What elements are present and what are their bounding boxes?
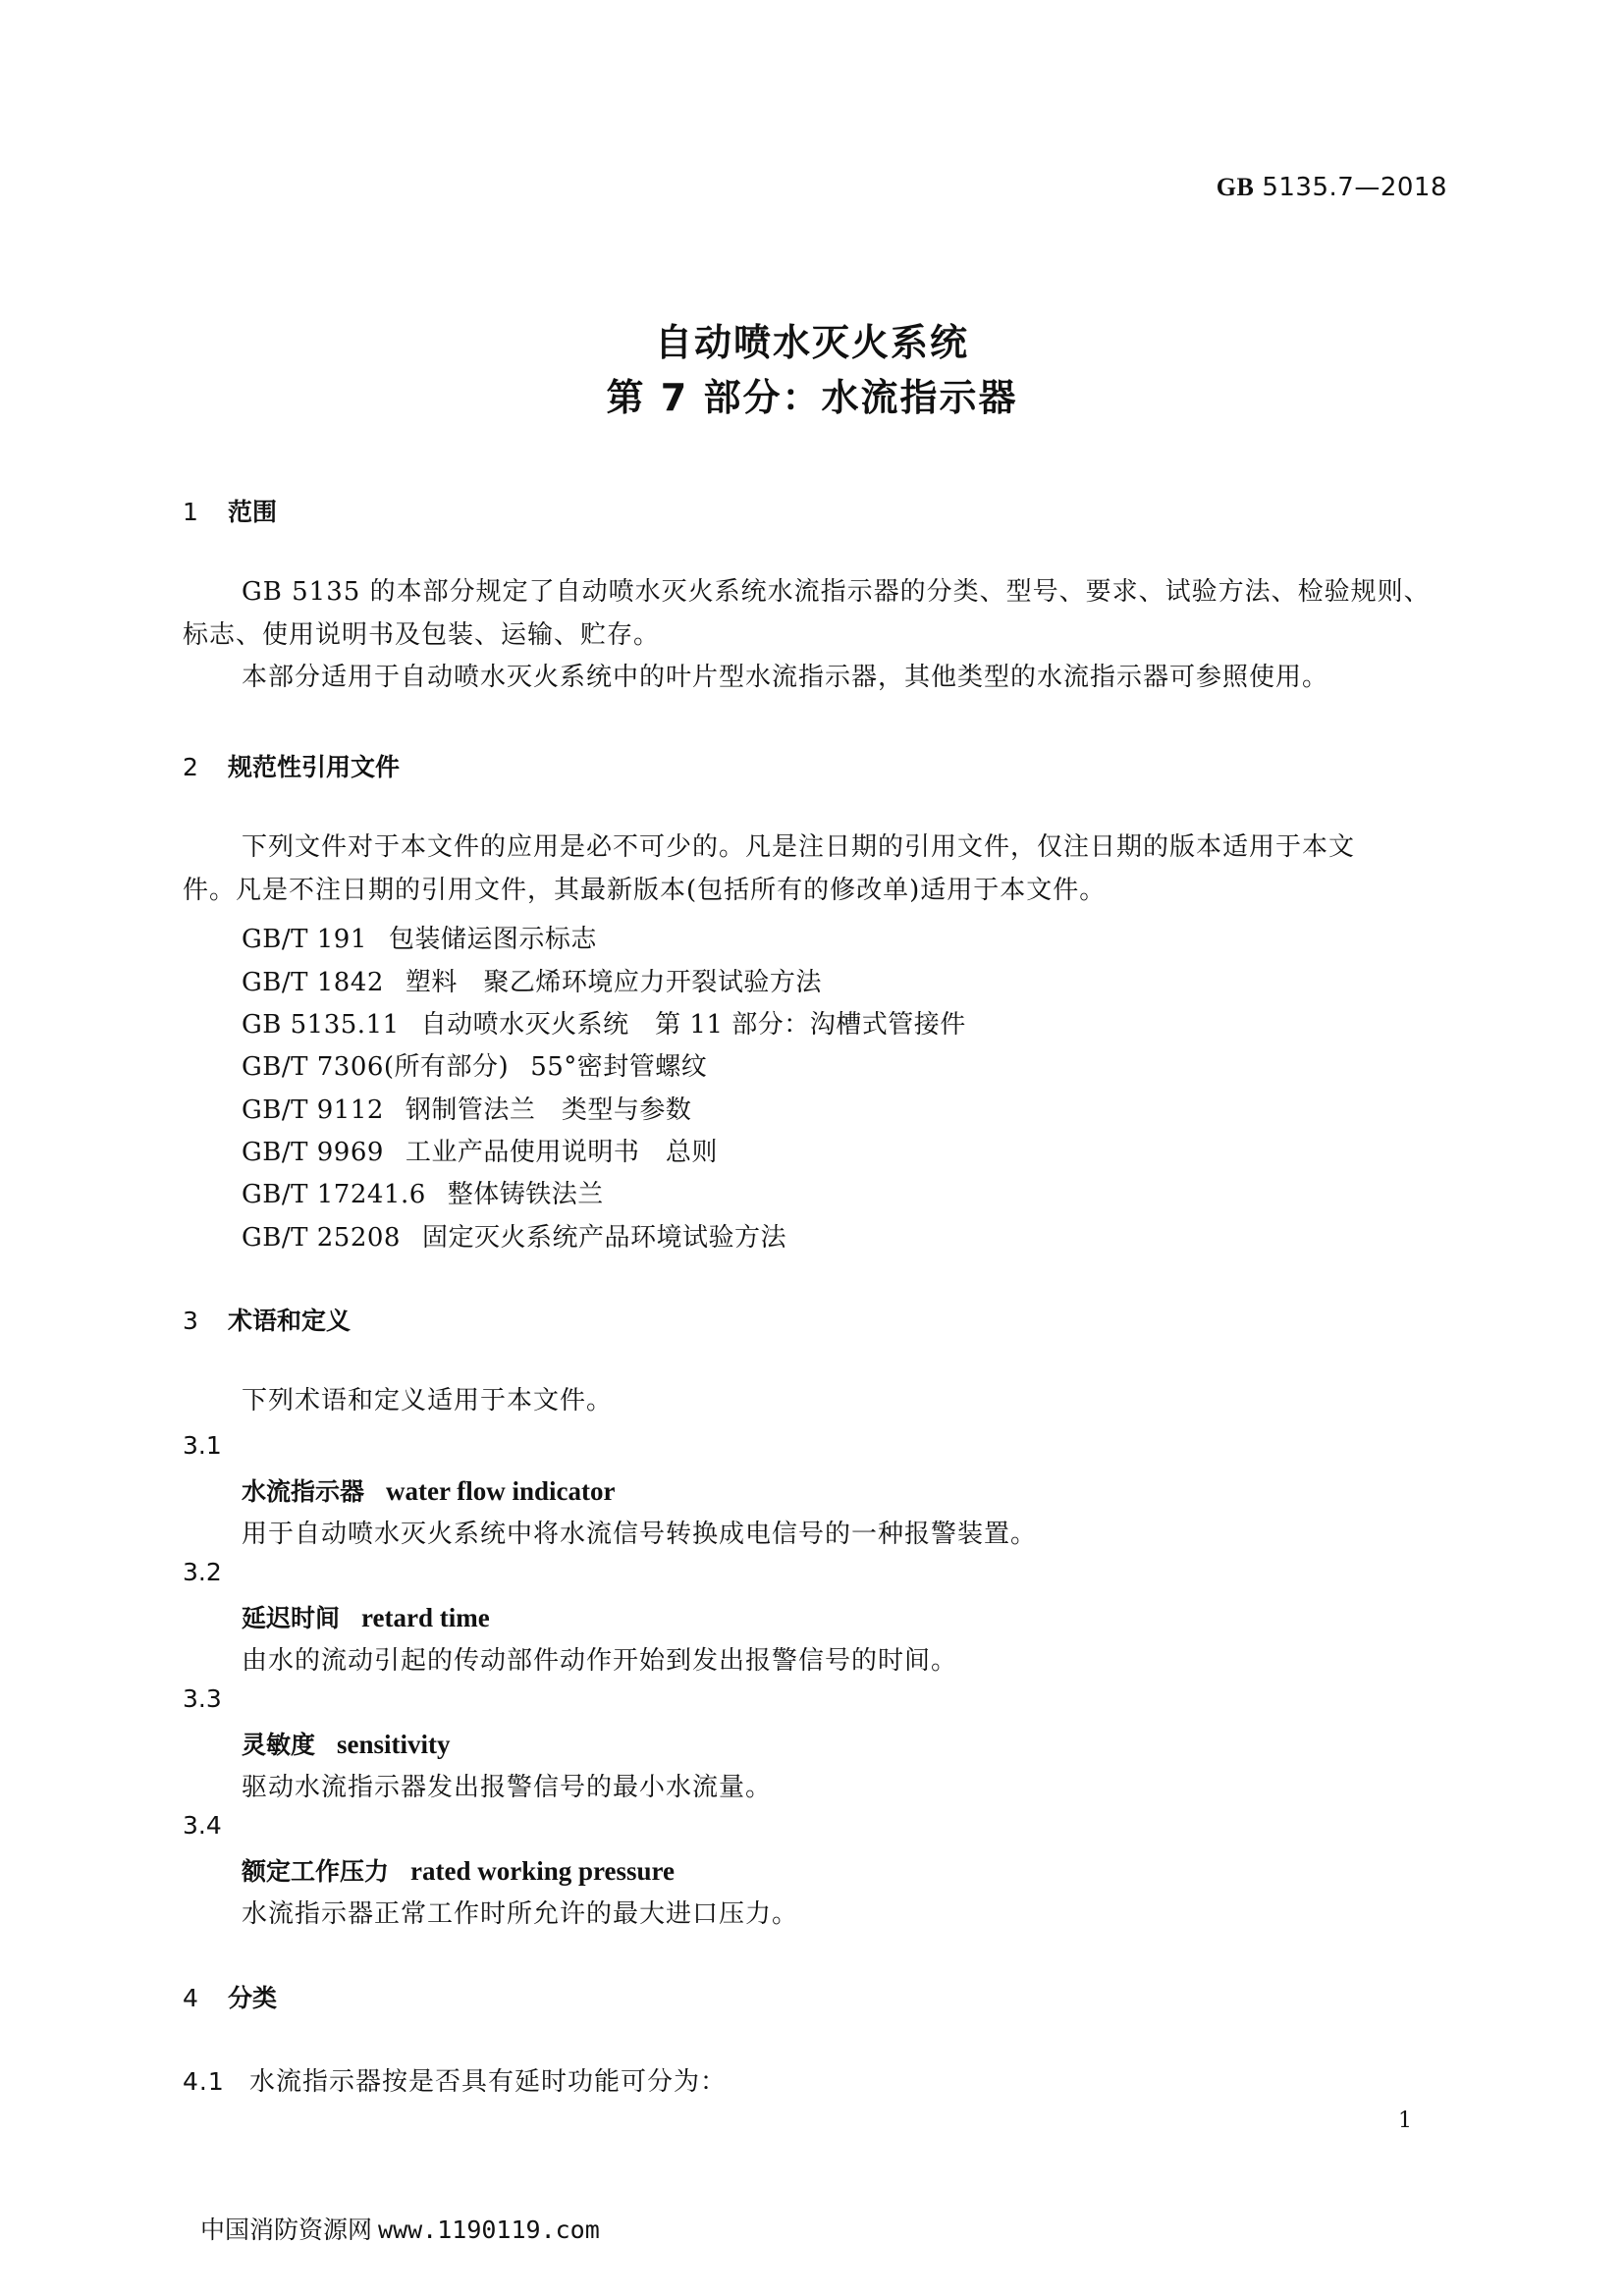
- term-cn: 额定工作压力: [242, 1857, 390, 1886]
- section-title: 规范性引用文件: [228, 753, 401, 781]
- section-title: 分类: [228, 1984, 278, 2012]
- standard-code: 5135.7—2018: [1262, 173, 1447, 202]
- section-title: 范围: [228, 498, 278, 526]
- footer-url[interactable]: www.1190119.com: [378, 2216, 600, 2244]
- term-en: water flow indicator: [386, 1476, 616, 1506]
- reference-code: GB/T 9112: [242, 1095, 384, 1125]
- term-en: sensitivity: [337, 1730, 451, 1759]
- paragraph-line: 标志、使用说明书及包装、运输、贮存。: [183, 620, 661, 650]
- term-number: 3.3: [183, 1684, 222, 1713]
- term-cn: 延迟时间: [242, 1604, 341, 1632]
- clause-number: 4.1: [183, 2067, 225, 2096]
- reference-code: GB/T 25208: [242, 1223, 401, 1253]
- standard-prefix: GB: [1216, 173, 1255, 201]
- reference-code: GB/T 9969: [242, 1138, 384, 1167]
- reference-title: 工业产品使用说明书 总则: [405, 1138, 718, 1167]
- page-number: 1: [1398, 2109, 1412, 2133]
- paragraph-line: 下列术语和定义适用于本文件。: [242, 1386, 614, 1415]
- term-heading: [242, 1852, 675, 1888]
- paragraph-line: 本部分适用于自动喷水灭火系统中的叶片型水流指示器，其他类型的水流指示器可参照使用。: [242, 663, 1329, 692]
- section-title: 术语和定义: [228, 1307, 352, 1335]
- section-2-heading: [183, 748, 400, 783]
- reference-code: GB/T 1842: [242, 968, 384, 997]
- footer-watermark: [200, 2211, 600, 2246]
- document-title-line2: 第 7 部分：水流指示器: [606, 376, 1018, 419]
- term-number: 3.1: [183, 1431, 222, 1460]
- reference-item: [242, 1217, 786, 1254]
- section-1-heading: [183, 493, 277, 528]
- term-definition: 驱动水流指示器发出报警信号的最小水流量。: [242, 1773, 773, 1802]
- term-cn: 水流指示器: [242, 1477, 365, 1506]
- term-cn: 灵敏度: [242, 1731, 316, 1759]
- paragraph-line: GB 5135 的本部分规定了自动喷水灭火系统水流指示器的分类、型号、要求、试验方法、检验规则、: [242, 577, 1431, 607]
- reference-item: [242, 1046, 707, 1083]
- reference-item: [242, 1174, 604, 1210]
- section-number: 2: [183, 753, 198, 781]
- standard-number: [1217, 173, 1447, 202]
- section-number: 3: [183, 1307, 198, 1335]
- reference-title: 55°密封管螺纹: [530, 1052, 708, 1082]
- section-4-heading: [183, 1979, 277, 2014]
- reference-item: [242, 1090, 691, 1126]
- document-title-line1: 自动喷水灭火系统: [654, 321, 969, 364]
- term-heading: [242, 1472, 615, 1508]
- reference-title: 钢制管法兰 类型与参数: [405, 1095, 692, 1125]
- term-definition: 由水的流动引起的传动部件动作开始到发出报警信号的时间。: [242, 1646, 958, 1676]
- reference-title: 包装储运图示标志: [388, 925, 597, 954]
- reference-item: [242, 919, 597, 955]
- reference-code: GB/T 191: [242, 925, 367, 954]
- reference-title: 整体铸铁法兰: [447, 1180, 604, 1209]
- reference-title: 固定灭火系统产品环境试验方法: [421, 1223, 786, 1253]
- term-heading: [242, 1599, 490, 1634]
- clause-text: 水流指示器按是否具有延时功能可分为：: [249, 2067, 728, 2097]
- paragraph-line: 下列文件对于本文件的应用是必不可少的。凡是注日期的引用文件，仅注日期的版本适用于本文: [242, 832, 1356, 862]
- section-3-heading: [183, 1302, 351, 1337]
- reference-title: 自动喷水灭火系统 第 11 部分：沟槽式管接件: [420, 1010, 966, 1040]
- footer-site: 中国消防资源网: [200, 2216, 373, 2244]
- reference-title: 塑料 聚乙烯环境应力开裂试验方法: [405, 968, 822, 997]
- term-number: 3.2: [183, 1558, 222, 1586]
- term-number: 3.4: [183, 1811, 222, 1840]
- reference-item: [242, 962, 822, 998]
- paragraph-line: 件。凡是不注日期的引用文件，其最新版本(包括所有的修改单)适用于本文件。: [183, 876, 1107, 905]
- section-number: 4: [183, 1984, 198, 2012]
- term-definition: 水流指示器正常工作时所允许的最大进口压力。: [242, 1899, 799, 1929]
- reference-code: GB/T 17241.6: [242, 1180, 426, 1209]
- reference-item: [242, 1004, 966, 1041]
- term-heading: [242, 1726, 451, 1761]
- term-definition: 用于自动喷水灭火系统中将水流信号转换成电信号的一种报警装置。: [242, 1520, 1038, 1549]
- reference-item: [242, 1132, 718, 1168]
- term-en: rated working pressure: [410, 1856, 676, 1886]
- section-number: 1: [183, 498, 198, 526]
- clause-4-1: [183, 2061, 727, 2098]
- reference-code: GB/T 7306(所有部分): [242, 1052, 510, 1082]
- reference-code: GB 5135.11: [242, 1010, 400, 1040]
- term-en: retard time: [361, 1603, 490, 1632]
